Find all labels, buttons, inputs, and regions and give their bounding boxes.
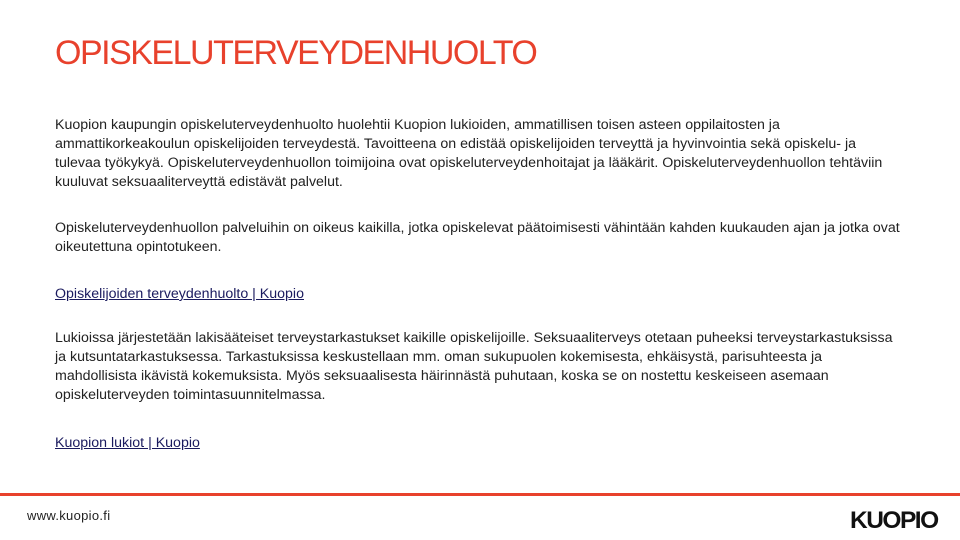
link-row-2 <box>55 434 200 453</box>
upper-secondary-schools-link[interactable]: Kuopion lukiot | Kuopio <box>55 435 200 451</box>
eligibility-paragraph: Opiskeluterveydenhuollon palveluihin on oikeus kaikilla, jotka opiskelevat päätoimisesti vähintään kahden kuukauden ajan ja jotka ovat oikeutettuna opintotukeen. <box>55 220 900 255</box>
student-healthcare-link[interactable]: Opiskelijoiden terveydenhuolto | Kuopio <box>55 286 304 302</box>
kuopio-logo-icon <box>850 503 944 535</box>
link-row-1 <box>55 285 304 304</box>
footer-divider <box>0 493 960 496</box>
checkups-paragraph: Lukioissa järjestetään lakisääteiset terveystarkastukset kaikille opiskelijoille. Seksuaaliterveys otetaan puheeksi terveystarkastuksissa ja kutsuntatarkastuksessa. Tarkastuksissa keskustellaan mm. oman sukupuolen kokemisesta, ehkäisystä, parisuhteesta ja mahdollisista ikävistä kokemuksista. Myös seksuaalisesta häirinnästä puhutaan, koska se on nostettu keskeiseen asemaan opiskeluterveyden toimintasuunnitelmassa. <box>55 330 893 403</box>
intro-paragraph: Kuopion kaupungin opiskeluterveydenhuolto huolehtii Kuopion lukioiden, ammatillisen toisen asteen oppilaitosten ja ammattikorkeakoulun opiskelijoiden terveydestä. Tavoitteena on edistää opiskelijoiden terveyttä ja hyvinvointia sekä opiskelu- ja tulevaa työkykyä. Opiskeluterveydenhuollon toimijoina ovat opiskeluterveydenhoitajat ja lääkärit. Opiskeluterveydenhuollon tehtäviin kuuluvat seksuaaliterveyttä edistävät palvelut. <box>55 117 883 190</box>
logo-text: KUOPIO <box>850 507 938 534</box>
footer-url: www.kuopio.fi <box>27 508 111 523</box>
page-title: OPISKELUTERVEYDENHUOLTO <box>55 34 537 72</box>
